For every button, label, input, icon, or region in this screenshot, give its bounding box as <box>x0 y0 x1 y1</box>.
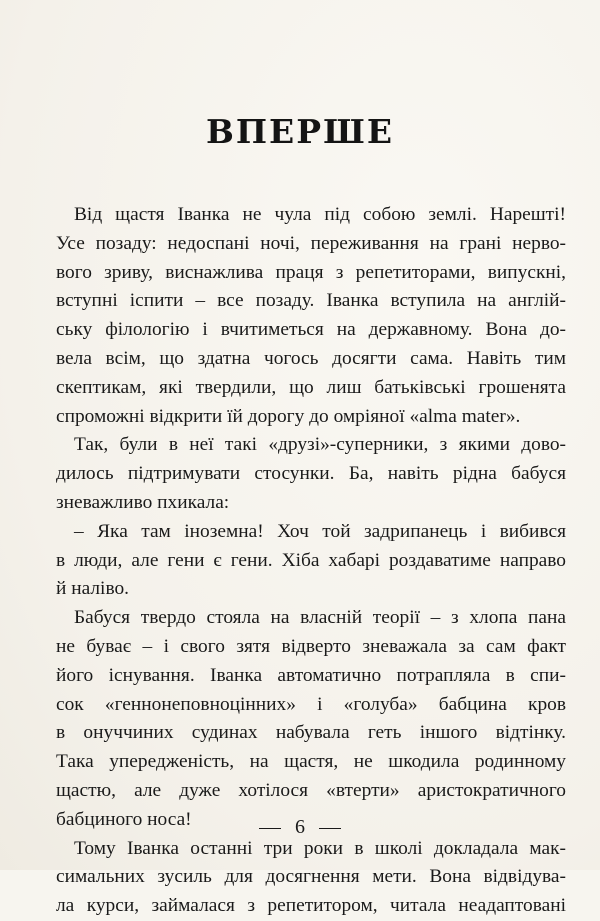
text-line: вступні іспити – все позаду. Іванка вступила на англій- <box>56 290 566 312</box>
page-number: 6 <box>295 816 305 838</box>
text-line: Від щастя Іванка не чула під собою землі. Нарешті! <box>74 204 566 225</box>
text-line: ську філологію і вчитиметься на державному. Вона до- <box>56 319 566 341</box>
text-line: й наліво. <box>56 578 130 600</box>
text-line: його існування. Іванка автоматично потрапляла в спи- <box>56 664 566 686</box>
text-line: – Яка там іноземна! Хоч той задрипанець і вибився <box>74 520 566 542</box>
right-dash <box>319 828 341 830</box>
text-line: скептикам, які твердили, що лиш батьківські грошенята <box>56 376 566 398</box>
text-line: щастю, але дуже хотілося «втерти» аристократичного <box>56 779 566 801</box>
text-line: Усе позаду: недоспані ночі, переживання на грані нерво- <box>56 232 566 254</box>
text-line: в люди, але гени є гени. Хіба хабарі роздаватиме направо <box>56 549 566 571</box>
text-line: вого зриву, виснажлива праця з репетиторами, випускні, <box>56 261 566 283</box>
text-line: Тому Іванка останні три роки в школі докладала мак- <box>74 837 566 859</box>
text-line: Бабуся твердо стояла на власній теорії – з хлопа пана <box>74 607 566 629</box>
text-line: ла курси, займалася з репетитором, читала неадаптовані <box>56 895 566 917</box>
body-text <box>56 201 566 921</box>
text-line: Така упередженість, на щастя, не шкодила родинному <box>56 751 566 773</box>
page-footer <box>0 816 600 839</box>
text-line: не буває – і свого зятя відверто зневажала за сам факт <box>56 635 566 657</box>
chapter-title: ВПЕРШЕ <box>205 112 395 151</box>
text-line: дилось підтримувати стосунки. Ба, навіть рідна бабуся <box>56 463 566 485</box>
text-line: спроможні відкрити їй дорогу до омріяної «alma mater». <box>56 405 521 427</box>
text-line: вела всім, що здатна чогось досягти сама. Навіть тим <box>56 347 566 369</box>
text-line: зневажливо пхикала: <box>56 491 230 513</box>
left-dash <box>259 828 281 830</box>
text-line: в онуччиних судинах набувала геть іншого відтінку. <box>56 722 566 744</box>
text-line: бабциного носа! <box>56 808 192 830</box>
text-line: Так, були в неї такі «друзі»-суперники, з якими дово- <box>74 434 566 456</box>
text-line: симальних зусиль для досягнення мети. Вона відвідува- <box>56 866 566 888</box>
text-line: сок «геннонеповноцінних» і «голуба» бабцина кров <box>56 693 566 715</box>
